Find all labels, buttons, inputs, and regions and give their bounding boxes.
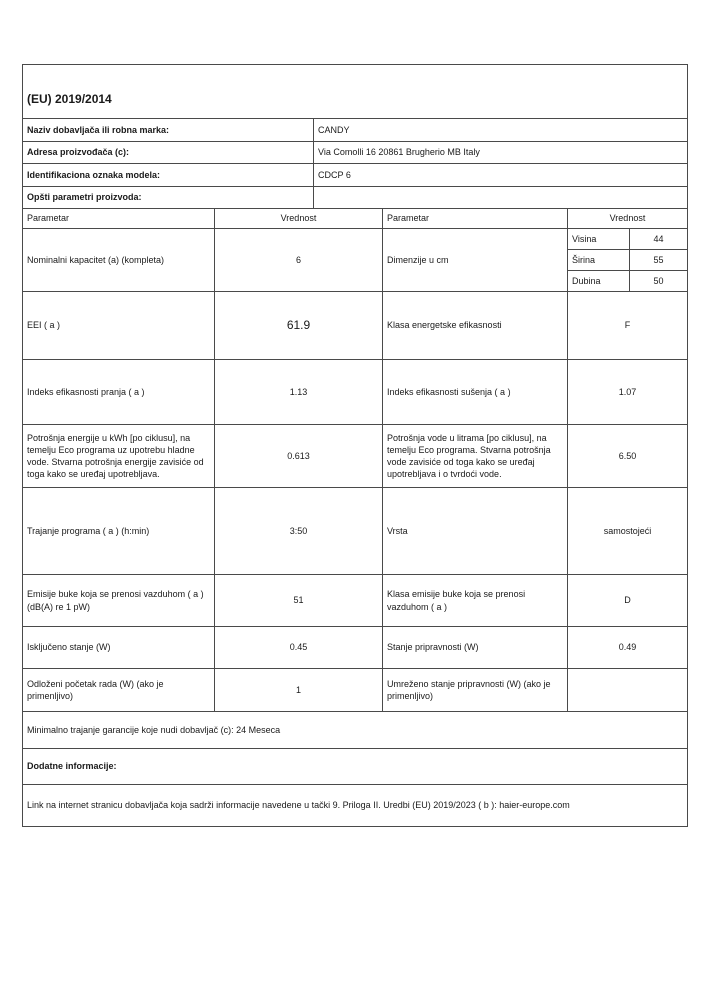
- noise-class-label: Klasa emisije buke koja se prenosi vazduhom ( a ): [383, 575, 568, 626]
- energy-consumption-label: Potrošnja energije u kWh [po ciklusu], na temelju Eco programa uz upotrebu hladne vode. Stvarna potrošnja energije zavisiće od toga kako se uređaj upotrebljava.: [23, 425, 215, 487]
- additional-info-row: [23, 749, 687, 785]
- washing-index-value: 1.13: [215, 360, 383, 424]
- table-row-eei-class: [23, 292, 687, 360]
- depth-label: Dubina: [568, 271, 630, 291]
- eei-value: 61.9: [215, 292, 383, 359]
- eei-label: EEI ( a ): [23, 292, 215, 359]
- supplier-name-value: CANDY: [318, 124, 350, 135]
- supplier-name-label: Naziv dobavljača ili robna marka:: [23, 119, 314, 141]
- product-information-sheet: [22, 64, 688, 827]
- networked-standby-label: Umreženo stanje pripravnosti (W) (ako je primenljivo): [383, 669, 568, 711]
- water-consumption-label: Potrošnja vode u litrama [po ciklusu], na temelju Eco programa. Stvarna potrošnja vode zavisiće od toga kako se uređaj upotrebljava i o tvrdoći vode.: [383, 425, 568, 487]
- dimension-row-depth: [568, 271, 687, 291]
- info-row-supplier: [23, 119, 687, 142]
- noise-class-value: D: [624, 595, 631, 606]
- energy-class-value: F: [624, 320, 631, 331]
- table-row-off-standby: [23, 627, 687, 669]
- drying-index-label: Indeks efikasnosti sušenja ( a ): [383, 360, 568, 424]
- off-mode-value: 0.45: [215, 627, 383, 668]
- header-parametar-left: Parametar: [23, 209, 215, 228]
- additional-info-label: Dodatne informacije:: [27, 761, 117, 772]
- delayed-start-value: 1: [215, 669, 383, 711]
- manufacturer-address-value: Via Comolli 16 20861 Brugherio MB Italy: [318, 147, 480, 158]
- supplier-link-text: Link na internet stranicu dobavljača koja sadrži informacije navedene u tački 9. Priloga II. Uredbi (EU) 2019/2023 ( b ): haier-europe.com: [27, 800, 570, 811]
- table-row-duration-type: [23, 488, 687, 575]
- table-row-noise: [23, 575, 687, 627]
- program-duration-value: 3:50: [215, 488, 383, 574]
- noise-emission-label: Emisije buke koja se prenosi vazduhom ( a ) (dB(A) re 1 pW): [23, 575, 215, 626]
- info-row-general-params: [23, 187, 687, 209]
- program-duration-label: Trajanje programa ( a ) (h:min): [23, 488, 215, 574]
- noise-emission-value: 51: [215, 575, 383, 626]
- model-identifier-label: Identifikaciona oznaka modela:: [23, 164, 314, 186]
- info-row-model: [23, 164, 687, 187]
- page-title: (EU) 2019/2014: [27, 91, 112, 106]
- header-vrednost-right: Vrednost: [609, 213, 646, 224]
- table-row-wash-dry-index: [23, 360, 687, 425]
- title-row: [23, 65, 687, 119]
- general-parameters-label: Opšti parametri proizvoda:: [23, 187, 314, 208]
- info-row-address: [23, 142, 687, 164]
- model-identifier-value: CDCP 6: [318, 169, 351, 180]
- table-header-row: [23, 209, 687, 229]
- energy-class-label: Klasa energetske efikasnosti: [383, 292, 568, 359]
- standby-label: Stanje pripravnosti (W): [383, 627, 568, 668]
- height-value: 44: [653, 233, 664, 244]
- off-mode-label: Isključeno stanje (W): [23, 627, 215, 668]
- delayed-start-label: Odloženi početak rada (W) (ako je primenljivo): [23, 669, 215, 711]
- header-vrednost-left: Vrednost: [215, 209, 383, 228]
- warranty-row: [23, 712, 687, 749]
- table-row-capacity-dimensions: [23, 229, 687, 292]
- depth-value: 50: [653, 275, 664, 286]
- energy-consumption-value: 0.613: [215, 425, 383, 487]
- type-value: samostojeći: [603, 525, 652, 536]
- warranty-text: Minimalno trajanje garancije koje nudi dobavljač (c): 24 Meseca: [27, 724, 281, 735]
- manufacturer-address-label: Adresa proizvođača (c):: [23, 142, 314, 163]
- width-label: Širina: [568, 250, 630, 270]
- standby-value: 0.49: [618, 642, 637, 653]
- general-parameters-value: [314, 187, 687, 208]
- supplier-link-row: [23, 785, 687, 826]
- dimensions-subtable: [568, 229, 687, 291]
- water-consumption-value: 6.50: [618, 450, 637, 461]
- dimension-row-height: [568, 229, 687, 250]
- washing-index-label: Indeks efikasnosti pranja ( a ): [23, 360, 215, 424]
- header-parametar-right: Parametar: [383, 209, 568, 228]
- nominal-capacity-label: Nominalni kapacitet (a) (kompleta): [23, 229, 215, 291]
- dimensions-label: Dimenzije u cm: [383, 229, 568, 291]
- table-row-delay-network: [23, 669, 687, 712]
- nominal-capacity-value: 6: [215, 229, 383, 291]
- type-label: Vrsta: [383, 488, 568, 574]
- networked-standby-value: [568, 669, 687, 711]
- drying-index-value: 1.07: [618, 386, 637, 397]
- height-label: Visina: [568, 229, 630, 249]
- dimension-row-width: [568, 250, 687, 271]
- table-row-consumption: [23, 425, 687, 488]
- width-value: 55: [653, 254, 664, 265]
